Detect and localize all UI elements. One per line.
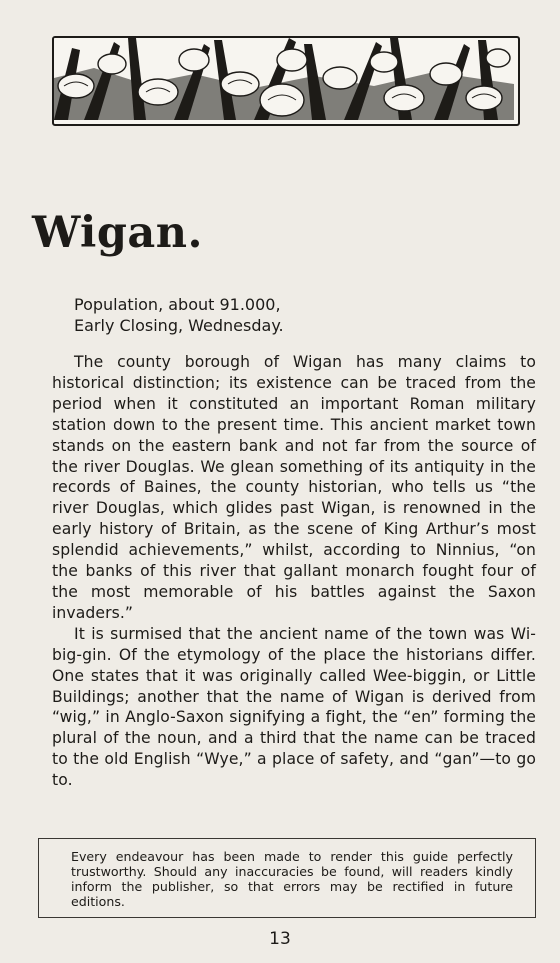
publisher-notice-text: Every endeavour has been made to render this guide perfectly trustworthy. Should any inaccuracies be found, will readers kindly inform the publisher, so that errors may be rectified in future editions. <box>71 849 513 909</box>
town-heading: Wigan. <box>32 208 204 258</box>
population-line: Population, about 91.000, <box>74 295 281 314</box>
publisher-notice-box <box>38 838 536 918</box>
iris-banner-illustration <box>52 36 520 126</box>
early-closing-line: Early Closing, Wednesday. <box>74 316 284 335</box>
page-number: 13 <box>269 929 291 949</box>
article-body <box>52 352 536 791</box>
town-facts <box>74 294 284 336</box>
paragraph-etymology: It is surmised that the ancient name of the town was Wi-big-gin. Of the etymology of the place the historians differ. One states that it was originally called Wee-biggin, or Little Buildings; another that the name of Wigan is derived from “wig,” in Anglo-Saxon signifying a fight, the “en” forming the plural of the noun, and a third that the name can be traced to the old English “Wye,” a place of safety, and “gan”—to go to. <box>52 624 536 790</box>
iris-flowers-icon <box>54 38 514 120</box>
paragraph-history: The county borough of Wigan has many claims to historical distinction; its existence can be traced from the period when it constituted an important Roman military station down to the present time. This ancient market town stands on the eastern bank and not far from the source of the river Douglas. We glean something of its antiquity in the records of Baines, the county historian, who tells us “the river Douglas, which glides past Wigan, is renowned in the early history of Britain, as the scene of King Arthur’s most splendid achievements,” whilst, according to Ninnius, “on the banks of this river that gallant monarch fought four of the most memorable of his battles against the Saxon invaders.” <box>52 353 536 622</box>
